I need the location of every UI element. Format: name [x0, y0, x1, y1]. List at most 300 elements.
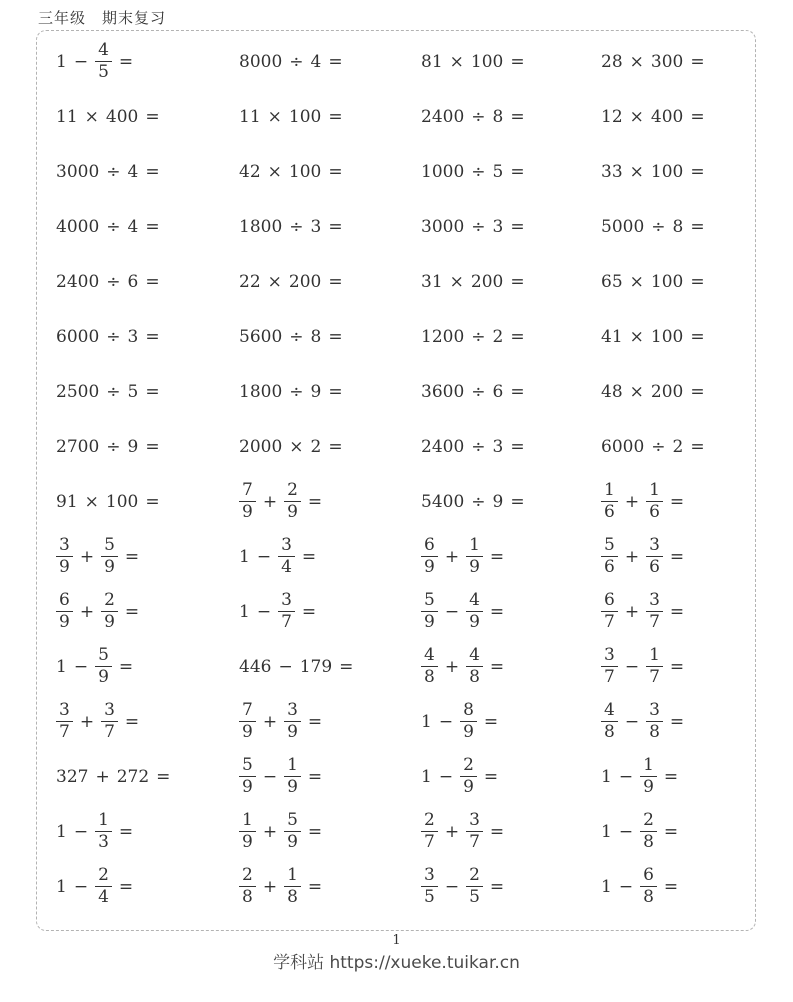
math-problem [421, 804, 601, 859]
math-token: = [690, 381, 705, 402]
math-token: 11 [239, 106, 261, 127]
math-token: = [489, 656, 505, 677]
math-token: 8 [672, 216, 684, 237]
math-token: + [262, 876, 278, 897]
math-problem [601, 529, 755, 584]
math-token: 1 [239, 546, 250, 567]
math-token: 9 [492, 491, 504, 512]
fraction [646, 536, 663, 577]
math-token: 3000 [421, 216, 465, 237]
fraction-numerator: 6 [643, 864, 654, 885]
math-token: × [629, 106, 644, 127]
fraction-numerator: 2 [469, 864, 480, 885]
math-token: 65 [601, 271, 623, 292]
math-token: = [328, 51, 343, 72]
fraction [95, 866, 112, 907]
math-token: = [301, 546, 317, 567]
math-token: 200 [650, 381, 684, 402]
math-token: 4000 [56, 216, 100, 237]
math-problem [421, 529, 601, 584]
fraction-denominator: 8 [640, 886, 657, 907]
fraction [646, 646, 663, 687]
fraction [646, 701, 663, 742]
math-token: = [510, 271, 525, 292]
math-token: 2400 [421, 106, 465, 127]
math-token: = [669, 711, 685, 732]
math-token: ÷ [106, 326, 121, 347]
math-token: × [629, 161, 644, 182]
math-problem [601, 639, 755, 694]
fraction-denominator: 9 [421, 611, 438, 632]
fraction-numerator: 1 [604, 479, 615, 500]
math-token: × [84, 106, 99, 127]
math-token: 2700 [56, 436, 100, 457]
math-token: 5 [492, 161, 504, 182]
math-token: 48 [601, 381, 623, 402]
fraction-denominator: 9 [239, 721, 256, 742]
math-problem [421, 419, 601, 474]
math-token: − [618, 821, 634, 842]
fraction-numerator: 5 [98, 644, 109, 665]
fraction-denominator: 9 [101, 611, 118, 632]
math-token: 2400 [421, 436, 465, 457]
math-token: − [444, 876, 460, 897]
math-problem [601, 749, 755, 804]
fraction-numerator: 3 [469, 809, 480, 830]
math-token: 8000 [239, 51, 283, 72]
fraction-numerator: 2 [463, 754, 474, 775]
math-token: = [156, 766, 171, 787]
math-token: = [118, 821, 134, 842]
fraction-numerator: 5 [424, 589, 435, 610]
fraction [284, 811, 301, 852]
math-token: 3 [127, 326, 139, 347]
math-token: = [328, 381, 343, 402]
math-token: = [663, 876, 679, 897]
math-token: + [262, 711, 278, 732]
math-token: = [307, 766, 323, 787]
math-token: = [145, 381, 160, 402]
math-token: = [690, 326, 705, 347]
fraction [601, 536, 618, 577]
fraction [640, 756, 657, 797]
fraction [466, 536, 483, 577]
math-token: − [73, 656, 89, 677]
fraction-denominator: 9 [56, 611, 73, 632]
math-token: 6000 [56, 326, 100, 347]
math-token: − [256, 546, 272, 567]
math-token: − [624, 656, 640, 677]
fraction-numerator: 5 [242, 754, 253, 775]
fraction-denominator: 9 [284, 831, 301, 852]
fraction-denominator: 6 [601, 556, 618, 577]
math-token: = [483, 711, 499, 732]
math-token: ÷ [106, 381, 121, 402]
fraction-denominator: 9 [56, 556, 73, 577]
fraction-denominator: 7 [466, 831, 483, 852]
math-token: 5000 [601, 216, 645, 237]
math-problem [56, 199, 239, 254]
fraction-numerator: 7 [242, 699, 253, 720]
fraction-numerator: 3 [649, 534, 660, 555]
fraction-numerator: 5 [604, 534, 615, 555]
math-token: ÷ [471, 436, 486, 457]
fraction-numerator: 1 [649, 644, 660, 665]
math-token: + [444, 546, 460, 567]
math-problem [56, 584, 239, 639]
math-token: 5400 [421, 491, 465, 512]
math-token: 272 [116, 766, 150, 787]
fraction [460, 701, 477, 742]
math-problem [421, 639, 601, 694]
fraction-numerator: 1 [287, 864, 298, 885]
math-token: ÷ [106, 161, 121, 182]
math-problem [421, 474, 601, 529]
math-token: 91 [56, 491, 78, 512]
math-token: ÷ [289, 51, 304, 72]
math-problem [601, 254, 755, 309]
math-token: 2400 [56, 271, 100, 292]
math-token: = [690, 106, 705, 127]
fraction-denominator: 7 [278, 611, 295, 632]
math-token: = [328, 436, 343, 457]
math-token: = [328, 161, 343, 182]
math-token: 11 [56, 106, 78, 127]
fraction-denominator: 9 [101, 556, 118, 577]
math-token: + [624, 491, 640, 512]
math-token: 33 [601, 161, 623, 182]
math-token: = [669, 546, 685, 567]
math-token: = [328, 271, 343, 292]
fraction-numerator: 1 [98, 809, 109, 830]
fraction-numerator: 4 [604, 699, 615, 720]
math-token: 31 [421, 271, 443, 292]
fraction [101, 591, 118, 632]
math-problem [56, 89, 239, 144]
fraction-numerator: 1 [643, 754, 654, 775]
fraction-numerator: 8 [463, 699, 474, 720]
fraction [278, 536, 295, 577]
fraction [601, 591, 618, 632]
fraction-numerator: 4 [469, 589, 480, 610]
math-problem [239, 419, 421, 474]
math-problem [601, 89, 755, 144]
math-token: 6 [492, 381, 504, 402]
math-token: − [444, 601, 460, 622]
math-token: 3 [310, 216, 322, 237]
math-token: 5 [127, 381, 139, 402]
math-token: − [73, 51, 89, 72]
math-token: 100 [470, 51, 504, 72]
math-problem [56, 34, 239, 89]
fraction-numerator: 1 [287, 754, 298, 775]
math-token: 1800 [239, 381, 283, 402]
math-token: 3000 [56, 161, 100, 182]
fraction-numerator: 3 [281, 589, 292, 610]
math-token: = [690, 436, 705, 457]
fraction-denominator: 7 [601, 666, 618, 687]
math-token: ÷ [289, 326, 304, 347]
math-token: = [489, 876, 505, 897]
math-token: + [95, 766, 110, 787]
fraction [421, 591, 438, 632]
math-token: = [145, 271, 160, 292]
math-problem [56, 529, 239, 584]
math-problem [239, 859, 421, 914]
math-token: 1 [56, 656, 67, 677]
math-token: − [438, 766, 454, 787]
fraction-numerator: 2 [104, 589, 115, 610]
fraction-denominator: 8 [421, 666, 438, 687]
math-token: ÷ [106, 436, 121, 457]
fraction-denominator: 6 [646, 556, 663, 577]
math-token: 100 [288, 161, 322, 182]
math-token: = [690, 216, 705, 237]
math-token: + [444, 821, 460, 842]
fraction-denominator: 8 [284, 886, 301, 907]
fraction-denominator: 8 [601, 721, 618, 742]
math-problem [56, 144, 239, 199]
math-problem [56, 309, 239, 364]
math-token: − [256, 601, 272, 622]
math-token: = [301, 601, 317, 622]
math-problem [601, 364, 755, 419]
math-problem [421, 749, 601, 804]
fraction-denominator: 6 [601, 501, 618, 522]
math-token: ÷ [471, 381, 486, 402]
math-token: 9 [310, 381, 322, 402]
math-token: 81 [421, 51, 443, 72]
math-token: 100 [105, 491, 139, 512]
math-token: 2 [492, 326, 504, 347]
fraction-denominator: 7 [421, 831, 438, 852]
math-problem [239, 34, 421, 89]
math-token: − [73, 821, 89, 842]
fraction-denominator: 3 [95, 831, 112, 852]
fraction-denominator: 9 [284, 501, 301, 522]
math-token: 4 [310, 51, 322, 72]
math-problem [421, 364, 601, 419]
math-problem [601, 474, 755, 529]
fraction-denominator: 7 [646, 666, 663, 687]
fraction [421, 536, 438, 577]
math-token: × [629, 271, 644, 292]
math-token: 1 [56, 876, 67, 897]
math-token: 2 [672, 436, 684, 457]
math-token: × [267, 106, 282, 127]
math-token: + [624, 546, 640, 567]
math-token: 100 [650, 326, 684, 347]
math-token: 2500 [56, 381, 100, 402]
math-token: 4 [127, 216, 139, 237]
fraction [601, 481, 618, 522]
fraction [460, 756, 477, 797]
fraction [239, 701, 256, 742]
fraction-denominator: 9 [640, 776, 657, 797]
fraction-numerator: 5 [287, 809, 298, 830]
fraction [466, 866, 483, 907]
math-problem [421, 89, 601, 144]
math-token: = [145, 491, 160, 512]
math-token: 1 [601, 876, 612, 897]
math-token: − [73, 876, 89, 897]
math-problem [601, 34, 755, 89]
fraction-numerator: 2 [643, 809, 654, 830]
fraction [95, 811, 112, 852]
math-token: 100 [650, 271, 684, 292]
fraction [284, 756, 301, 797]
math-problem [56, 419, 239, 474]
math-problem [421, 584, 601, 639]
fraction [101, 701, 118, 742]
math-token: 3600 [421, 381, 465, 402]
math-token: × [289, 436, 304, 457]
math-token: ÷ [471, 216, 486, 237]
fraction-numerator: 3 [59, 534, 70, 555]
math-token: 22 [239, 271, 261, 292]
fraction-denominator: 9 [460, 721, 477, 742]
math-token: + [79, 711, 95, 732]
math-token: = [307, 876, 323, 897]
math-token: × [629, 326, 644, 347]
fraction-numerator: 3 [59, 699, 70, 720]
math-token: 100 [288, 106, 322, 127]
fraction-denominator: 8 [466, 666, 483, 687]
fraction [56, 591, 73, 632]
math-token: 5600 [239, 326, 283, 347]
math-problem [239, 309, 421, 364]
fraction-denominator: 9 [284, 721, 301, 742]
math-token: ÷ [651, 436, 666, 457]
fraction [56, 536, 73, 577]
fraction [640, 866, 657, 907]
math-problem [601, 144, 755, 199]
math-token: 200 [470, 271, 504, 292]
fraction-numerator: 1 [469, 534, 480, 555]
fraction-denominator: 9 [239, 776, 256, 797]
math-token: = [328, 216, 343, 237]
fraction-numerator: 3 [649, 589, 660, 610]
math-problem [239, 474, 421, 529]
fraction [239, 866, 256, 907]
math-token: × [629, 51, 644, 72]
fraction-denominator: 6 [646, 501, 663, 522]
math-token: ÷ [106, 216, 121, 237]
fraction-denominator: 7 [646, 611, 663, 632]
fraction-numerator: 1 [242, 809, 253, 830]
fraction [95, 41, 112, 82]
fraction [421, 811, 438, 852]
math-token: − [618, 876, 634, 897]
math-token: − [624, 711, 640, 732]
fraction [239, 481, 256, 522]
math-token: = [118, 876, 134, 897]
fraction-numerator: 2 [287, 479, 298, 500]
math-problem [421, 144, 601, 199]
fraction-denominator: 4 [278, 556, 295, 577]
math-token: ÷ [106, 271, 121, 292]
math-token: ÷ [289, 216, 304, 237]
math-token: = [307, 711, 323, 732]
fraction-denominator: 7 [101, 721, 118, 742]
math-token: = [669, 601, 685, 622]
math-token: ÷ [471, 491, 486, 512]
fraction-denominator: 5 [466, 886, 483, 907]
fraction [95, 646, 112, 687]
math-token: 8 [492, 106, 504, 127]
math-token: = [489, 821, 505, 842]
math-token: = [118, 51, 134, 72]
math-token: = [510, 436, 525, 457]
math-token: 2000 [239, 436, 283, 457]
math-problem [601, 694, 755, 749]
math-token: = [510, 106, 525, 127]
math-token: + [262, 821, 278, 842]
math-token: ÷ [289, 381, 304, 402]
math-problem [421, 34, 601, 89]
math-problem [421, 309, 601, 364]
math-token: × [267, 161, 282, 182]
math-token: 41 [601, 326, 623, 347]
math-problem [56, 474, 239, 529]
math-token: 400 [105, 106, 139, 127]
math-problem [56, 254, 239, 309]
math-token: = [663, 766, 679, 787]
fraction [646, 591, 663, 632]
math-token: + [444, 656, 460, 677]
math-token: 3 [492, 436, 504, 457]
math-token: = [489, 546, 505, 567]
math-token: 1200 [421, 326, 465, 347]
math-token: 1 [239, 601, 250, 622]
math-token: = [328, 326, 343, 347]
math-token: 300 [650, 51, 684, 72]
math-problem [56, 639, 239, 694]
fraction [646, 481, 663, 522]
fraction [56, 701, 73, 742]
math-token: ÷ [471, 106, 486, 127]
math-token: 1 [601, 821, 612, 842]
math-token: = [145, 326, 160, 347]
fraction-denominator: 7 [601, 611, 618, 632]
fraction-denominator: 5 [421, 886, 438, 907]
math-token: 6000 [601, 436, 645, 457]
math-token: + [262, 491, 278, 512]
math-problem [239, 749, 421, 804]
math-token: 12 [601, 106, 623, 127]
math-token: 8 [310, 326, 322, 347]
math-token: 1000 [421, 161, 465, 182]
math-token: = [510, 161, 525, 182]
math-problem [56, 859, 239, 914]
math-token: 1 [421, 711, 432, 732]
math-token: = [145, 436, 160, 457]
fraction [601, 701, 618, 742]
fraction-numerator: 2 [98, 864, 109, 885]
math-problem [56, 694, 239, 749]
math-problem [56, 804, 239, 859]
math-problem [239, 639, 421, 694]
fraction [284, 866, 301, 907]
fraction-denominator: 7 [56, 721, 73, 742]
fraction [466, 646, 483, 687]
math-token: 3 [492, 216, 504, 237]
page-title: 三年级 期末复习 [38, 9, 167, 27]
math-token: 1 [56, 821, 67, 842]
fraction-numerator: 6 [59, 589, 70, 610]
math-problem [421, 694, 601, 749]
fraction-numerator: 3 [287, 699, 298, 720]
